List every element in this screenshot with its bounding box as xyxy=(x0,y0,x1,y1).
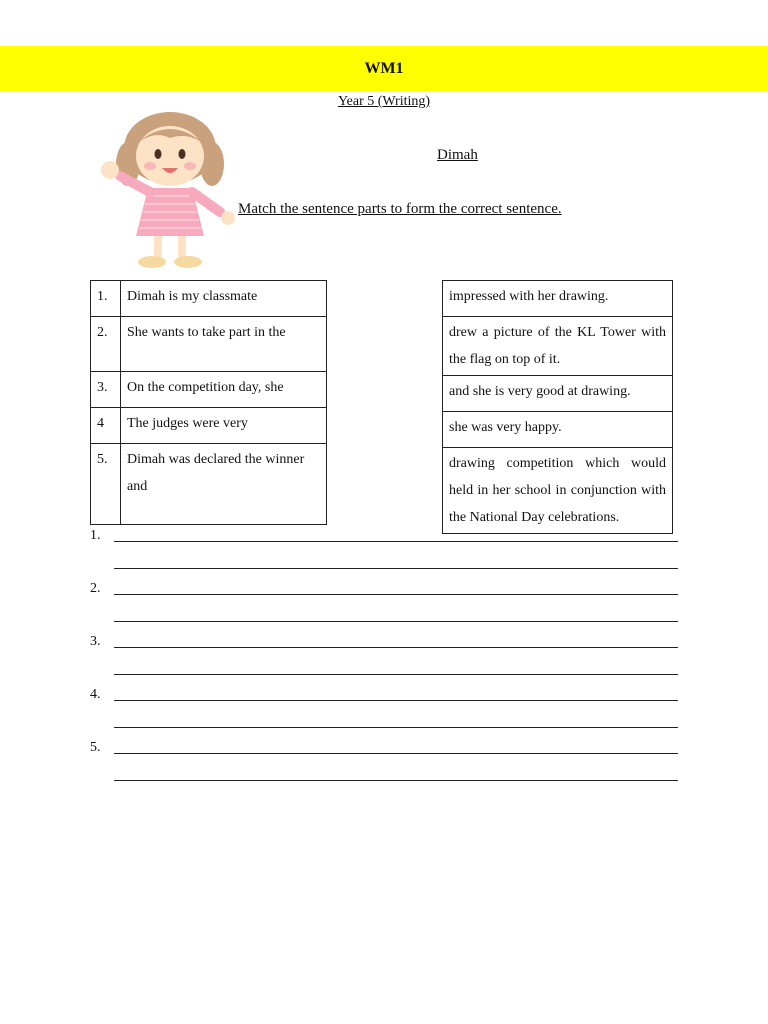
answer-number: 5. xyxy=(90,740,101,755)
sentence-ending: impressed with her drawing. xyxy=(443,281,673,317)
story-title: Dimah xyxy=(437,147,478,163)
sentence-beginning: The judges were very xyxy=(121,408,327,444)
row-number: 5. xyxy=(91,444,121,525)
sentence-beginning: She wants to take part in the xyxy=(121,317,327,372)
header-banner xyxy=(0,46,768,91)
sentence-ending: she was very happy. xyxy=(443,412,673,448)
answer-line[interactable] xyxy=(114,727,678,728)
table-row xyxy=(443,317,673,376)
row-number: 2. xyxy=(91,317,121,372)
table-row xyxy=(443,376,673,412)
answer-row[interactable] xyxy=(90,740,680,767)
table-row xyxy=(91,408,327,444)
answer-row[interactable] xyxy=(90,687,680,714)
table-row xyxy=(91,281,327,317)
worksheet-code: WM1 xyxy=(364,59,404,77)
sentence-ending: drew a picture of the KL Tower with the flag on top of it. xyxy=(443,317,673,376)
table-row xyxy=(91,372,327,408)
answer-line[interactable] xyxy=(114,541,678,542)
sentence-ending: drawing competition which would held in her school in conjunction with the National Day celebrations. xyxy=(443,448,673,534)
answer-number: 4. xyxy=(90,687,101,702)
girl-illustration xyxy=(92,108,242,273)
table-row xyxy=(91,317,327,372)
answer-line[interactable] xyxy=(114,780,678,781)
answer-continuation-row[interactable] xyxy=(90,714,680,741)
answer-row[interactable] xyxy=(90,634,680,661)
answer-number: 2. xyxy=(90,581,101,596)
answer-line[interactable] xyxy=(114,700,678,701)
sentence-beginnings-table xyxy=(90,280,327,525)
instruction-text: Match the sentence parts to form the correct sentence. xyxy=(238,201,562,217)
answer-line[interactable] xyxy=(114,621,678,622)
table-row xyxy=(443,448,673,534)
table-row xyxy=(443,412,673,448)
row-number: 4 xyxy=(91,408,121,444)
answer-line[interactable] xyxy=(114,647,678,648)
sentence-beginning: Dimah was declared the winner and xyxy=(121,444,327,525)
row-number: 3. xyxy=(91,372,121,408)
answer-continuation-row[interactable] xyxy=(90,555,680,582)
answer-number: 1. xyxy=(90,528,101,543)
answer-line[interactable] xyxy=(114,568,678,569)
answer-row[interactable] xyxy=(90,528,680,555)
answer-lines xyxy=(90,528,680,793)
answer-line[interactable] xyxy=(114,753,678,754)
table-row xyxy=(443,281,673,317)
sentence-beginning: On the competition day, she xyxy=(121,372,327,408)
answer-row[interactable] xyxy=(90,581,680,608)
answer-continuation-row[interactable] xyxy=(90,661,680,688)
answer-continuation-row[interactable] xyxy=(90,608,680,635)
sentence-ending: and she is very good at drawing. xyxy=(443,376,673,412)
row-number: 1. xyxy=(91,281,121,317)
answer-continuation-row[interactable] xyxy=(90,767,680,794)
answer-line[interactable] xyxy=(114,594,678,595)
table-row xyxy=(91,444,327,525)
worksheet-subtitle: Year 5 (Writing) xyxy=(337,94,431,109)
sentence-beginning: Dimah is my classmate xyxy=(121,281,327,317)
answer-number: 3. xyxy=(90,634,101,649)
sentence-endings-table xyxy=(442,280,673,534)
answer-line[interactable] xyxy=(114,674,678,675)
